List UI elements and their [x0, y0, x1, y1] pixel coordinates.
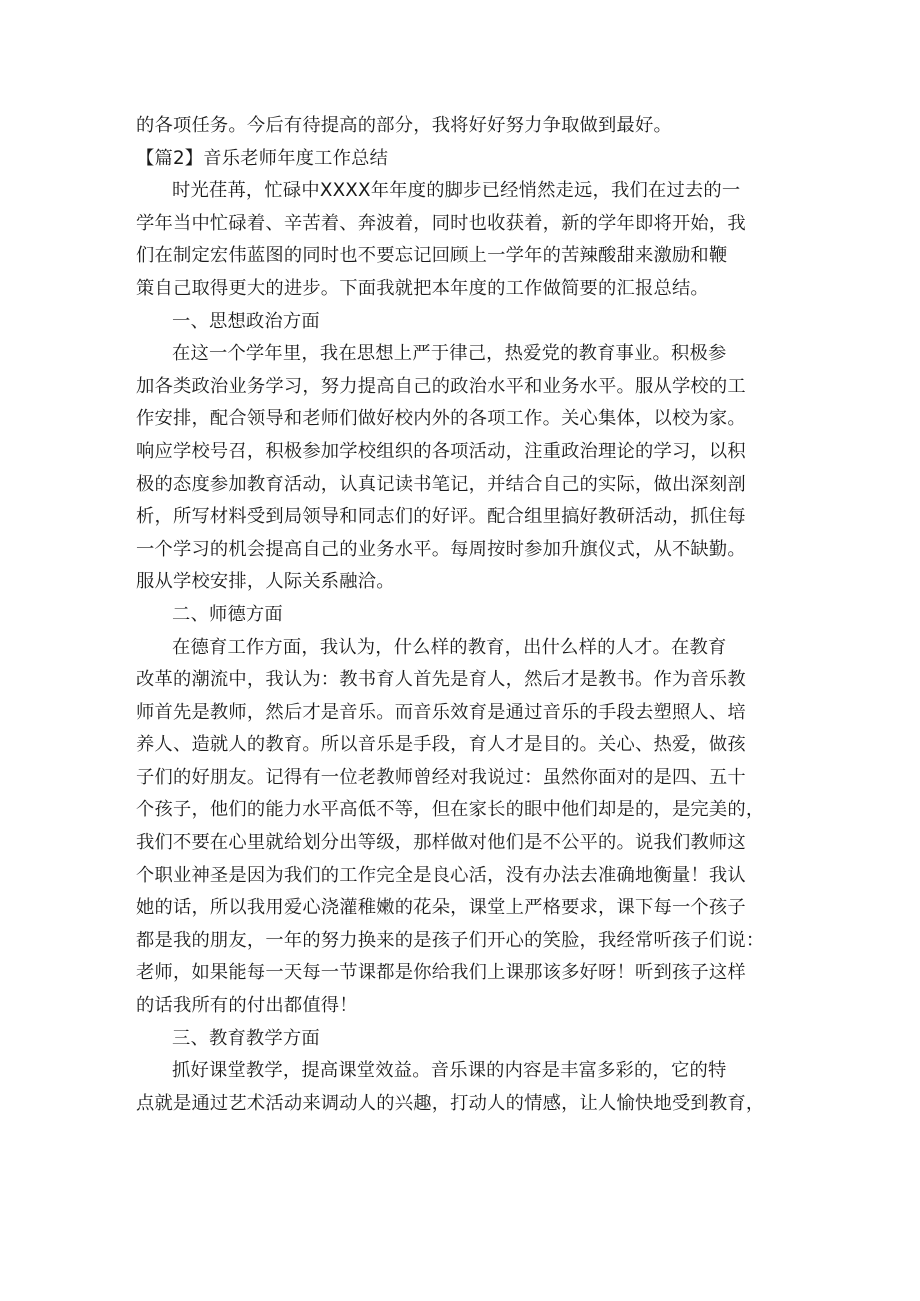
- paragraph-line: 的话我所有的付出都值得！: [136, 995, 358, 1017]
- paragraph-line: 抓好课堂教学，提高课堂效益。音乐课的内容是丰富多彩的，它的特: [172, 1060, 727, 1082]
- paragraph-line: 极的态度参加教育活动，认真记读书笔记，并结合自己的实际，做出深刻剖: [136, 473, 746, 495]
- subsection-heading: 一、思想政治方面: [172, 310, 320, 332]
- subsection-heading: 三、教育教学方面: [172, 1027, 320, 1049]
- paragraph-line: 子们的好朋友。记得有一位老教师曾经对我说过：虽然你面对的是四、五十: [136, 766, 746, 788]
- paragraph-line: 作安排，配合领导和老师们做好校内外的各项工作。关心集体，以校为家。: [136, 408, 746, 430]
- paragraph-line: 响应学校号召，积极参加学校组织的各项活动，注重政治理论的学习，以积: [136, 440, 746, 462]
- paragraph-line: 在德育工作方面，我认为，什么样的教育，出什么样的人才。在教育: [172, 636, 727, 658]
- paragraph-line: 我们不要在心里就给划分出等级，那样做对他们是不公平的。说我们教师这: [136, 832, 746, 854]
- paragraph-line: 点就是通过艺术活动来调动人的兴趣，打动人的情感，让人愉快地受到教育，: [136, 1092, 765, 1114]
- paragraph-line: 师首先是教师，然后才是音乐。而音乐效育是通过音乐的手段去塑照人、培: [136, 701, 746, 723]
- section-title: 【篇2】音乐老师年度工作总结: [136, 147, 389, 169]
- paragraph-line: 个孩子，他们的能力水平高低不等，但在家长的眼中他们却是的，是完美的，: [136, 799, 765, 821]
- paragraph-line: 老师，如果能每一天每一节课都是你给我们上课那该多好呀！听到孩子这样: [136, 962, 746, 984]
- paragraph-line: 学年当中忙碌着、辛苦着、奔波着，同时也收获着，新的学年即将开始，我: [136, 212, 746, 234]
- paragraph-line: 服从学校安排，人际关系融洽。: [136, 571, 395, 593]
- paragraph-line: 加各类政治业务学习，努力提高自己的政治水平和业务水平。服从学校的工: [136, 375, 746, 397]
- document-body: [136, 110, 791, 1120]
- paragraph-line: 改革的潮流中，我认为：教书育人首先是育人，然后才是教书。作为音乐教: [136, 669, 746, 691]
- paragraph-line: 时光荏苒，忙碌中XXXX年年度的脚步已经悄然走远，我们在过去的一: [172, 180, 741, 202]
- paragraph-line: 析，所写材料受到局领导和同志们的好评。配合组里搞好教研活动，抓住每: [136, 506, 746, 528]
- paragraph-line: 养人、造就人的教育。所以音乐是手段，育人才是目的。关心、热爱，做孩: [136, 734, 746, 756]
- paragraph-line: 个职业神圣是因为我们的工作完全是良心活，没有办法去准确地衡量！我认: [136, 864, 746, 886]
- subsection-heading: 二、师德方面: [172, 603, 283, 625]
- paragraph-line: 她的话，所以我用爱心浇灌稚嫩的花朵，课堂上严格要求，课下每一个孩子: [136, 897, 746, 919]
- paragraph-line: 策自己取得更大的进步。下面我就把本年度的工作做简要的汇报总结。: [136, 277, 709, 299]
- paragraph-line: 一个学习的机会提高自己的业务水平。每周按时参加升旗仪式，从不缺勤。: [136, 538, 746, 560]
- paragraph-line: 们在制定宏伟蓝图的同时也不要忘记回顾上一学年的苦辣酸甜来激励和鞭: [136, 245, 728, 267]
- paragraph-line: 的各项任务。今后有待提高的部分，我将好好努力争取做到最好。: [136, 115, 672, 136]
- paragraph-line: 都是我的朋友，一年的努力换来的是孩子们开心的笑脸，我经常听孩子们说：: [136, 929, 765, 951]
- paragraph-line: 在这一个学年里，我在思想上严于律己，热爱党的教育事业。积极参: [172, 343, 727, 365]
